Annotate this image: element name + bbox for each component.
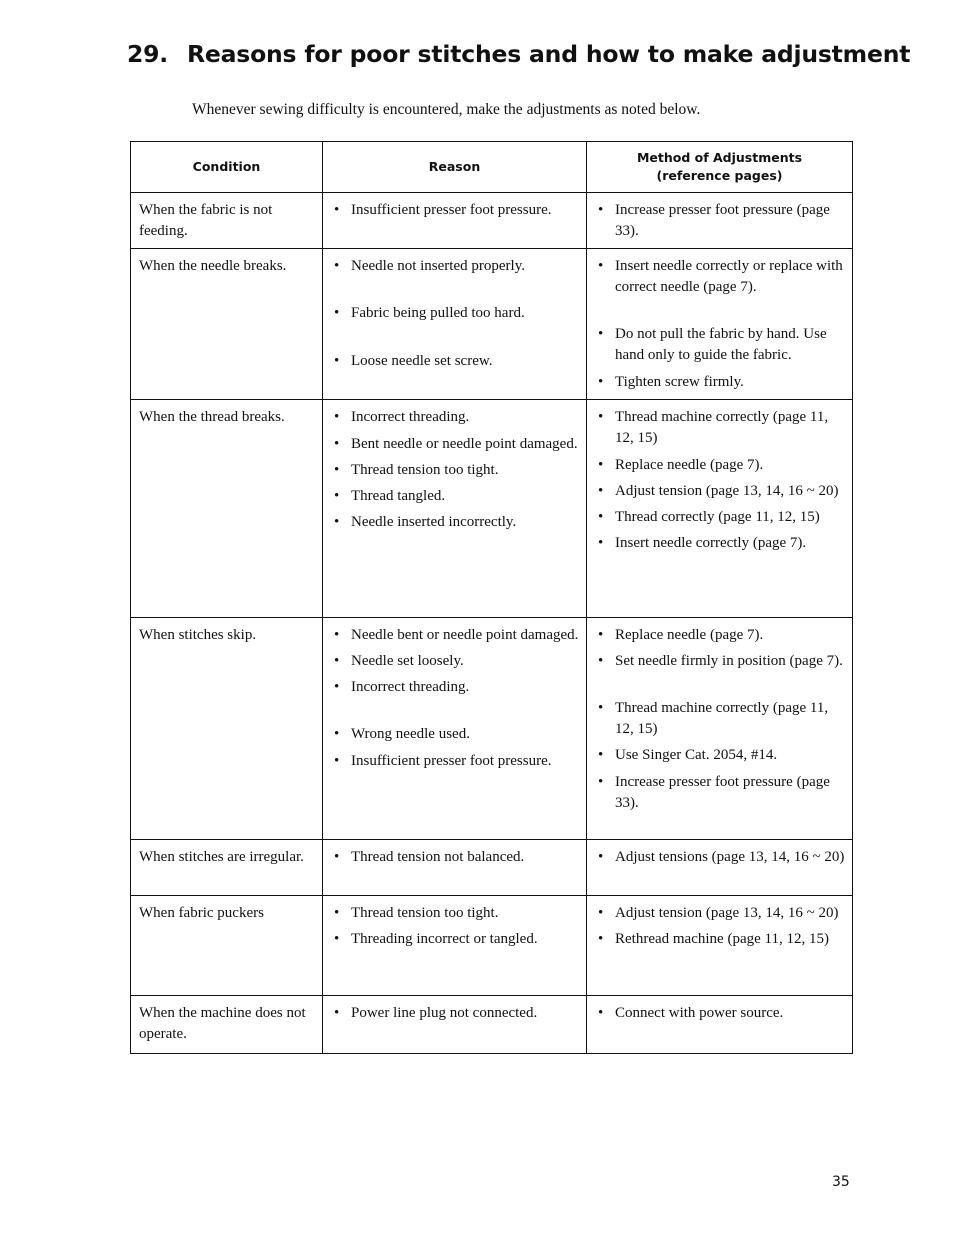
table-header-row <box>131 142 853 193</box>
method-item: • Replace needle (page 7). <box>595 455 846 476</box>
troubleshooting-table <box>130 141 853 1054</box>
reason-item: • Thread tangled. <box>331 486 580 507</box>
header-condition: Condition <box>131 142 323 193</box>
method-item: • Thread machine correctly (page 11, 12, 15) <box>595 407 846 449</box>
method-cell <box>587 193 853 249</box>
reason-list <box>331 407 580 533</box>
method-cell <box>587 249 853 400</box>
page-number: 35 <box>832 1174 850 1190</box>
reason-item: • Bent needle or needle point damaged. <box>331 434 580 455</box>
method-list <box>595 200 846 242</box>
method-cell <box>587 618 853 840</box>
method-cell <box>587 840 853 896</box>
table-row <box>131 896 853 996</box>
reason-list <box>331 200 580 221</box>
reason-item: • Loose needle set screw. <box>331 351 580 372</box>
header-method-line1: Method of Adjustments <box>636 150 803 165</box>
reason-item: • Incorrect threading. <box>331 677 580 698</box>
method-item: • Replace needle (page 7). <box>595 625 846 646</box>
condition-cell: When stitches skip. <box>131 618 323 840</box>
reason-cell <box>323 996 587 1054</box>
reason-item: • Insufficient presser foot pressure. <box>331 751 580 772</box>
method-item: • Adjust tensions (page 13, 14, 16 ~ 20) <box>595 847 846 868</box>
header-reason: Reason <box>323 142 587 193</box>
reason-item: • Needle set loosely. <box>331 651 580 672</box>
reason-item: • Needle inserted incorrectly. <box>331 512 580 533</box>
method-item: • Thread correctly (page 11, 12, 15) <box>595 507 846 528</box>
reason-cell <box>323 193 587 249</box>
table-row <box>131 996 853 1054</box>
method-cell <box>587 400 853 618</box>
reason-cell <box>323 896 587 996</box>
method-item: • Tighten screw firmly. <box>595 372 846 393</box>
reason-cell <box>323 840 587 896</box>
method-item: • Insert needle correctly or replace with correct needle (page 7). <box>595 256 846 298</box>
method-list <box>595 903 846 950</box>
table-row <box>131 193 853 249</box>
method-item: • Increase presser foot pressure (page 33). <box>595 200 846 242</box>
table-row <box>131 400 853 618</box>
reason-cell <box>323 618 587 840</box>
reason-item: • Thread tension too tight. <box>331 460 580 481</box>
reason-item: • Fabric being pulled too hard. <box>331 303 580 324</box>
method-list <box>595 625 846 814</box>
method-list <box>595 256 846 393</box>
condition-cell: When the machine does not operate. <box>131 996 323 1054</box>
reason-item: • Threading incorrect or tangled. <box>331 929 580 950</box>
method-item: • Increase presser foot pressure (page 33). <box>595 772 846 814</box>
reason-list <box>331 847 580 868</box>
method-item: • Connect with power source. <box>595 1003 846 1024</box>
reason-item: • Thread tension not balanced. <box>331 847 580 868</box>
reason-cell <box>323 400 587 618</box>
reason-item: • Incorrect threading. <box>331 407 580 428</box>
reason-item: • Needle not inserted properly. <box>331 256 580 277</box>
intro-text: Whenever sewing difficulty is encountered, make the adjustments as noted below. <box>192 101 701 118</box>
reason-item: • Needle bent or needle point damaged. <box>331 625 580 646</box>
method-item: • Adjust tension (page 13, 14, 16 ~ 20) <box>595 903 846 924</box>
method-item: • Do not pull the fabric by hand. Use hand only to guide the fabric. <box>595 324 846 366</box>
header-method <box>587 142 853 193</box>
header-method-line2: (reference pages) <box>656 168 783 183</box>
reason-item: • Thread tension too tight. <box>331 903 580 924</box>
method-list <box>595 407 846 554</box>
reason-cell <box>323 249 587 400</box>
table-row <box>131 249 853 400</box>
method-item: • Adjust tension (page 13, 14, 16 ~ 20) <box>595 481 846 502</box>
reason-list <box>331 625 580 772</box>
method-item: • Insert needle correctly (page 7). <box>595 533 846 554</box>
section-number: 29. <box>127 40 169 68</box>
condition-cell: When stitches are irregular. <box>131 840 323 896</box>
reason-list <box>331 1003 580 1024</box>
table-row <box>131 618 853 840</box>
reason-item: • Wrong needle used. <box>331 724 580 745</box>
reason-list <box>331 256 580 372</box>
condition-cell: When fabric puckers <box>131 896 323 996</box>
reason-item: • Power line plug not connected. <box>331 1003 580 1024</box>
method-item: • Rethread machine (page 11, 12, 15) <box>595 929 846 950</box>
reason-list <box>331 903 580 950</box>
method-cell <box>587 996 853 1054</box>
section-heading <box>127 40 910 68</box>
condition-cell: When the thread breaks. <box>131 400 323 618</box>
section-title: Reasons for poor stitches and how to make adjustment <box>187 40 911 68</box>
table-body <box>131 193 853 1054</box>
method-item: • Use Singer Cat. 2054, #14. <box>595 745 846 766</box>
method-item: • Thread machine correctly (page 11, 12, 15) <box>595 698 846 740</box>
method-item: • Set needle firmly in position (page 7). <box>595 651 846 672</box>
method-list <box>595 847 846 868</box>
reason-item: • Insufficient presser foot pressure. <box>331 200 580 221</box>
method-cell <box>587 896 853 996</box>
condition-cell: When the fabric is not feeding. <box>131 193 323 249</box>
method-list <box>595 1003 846 1024</box>
condition-cell: When the needle breaks. <box>131 249 323 400</box>
table-row <box>131 840 853 896</box>
